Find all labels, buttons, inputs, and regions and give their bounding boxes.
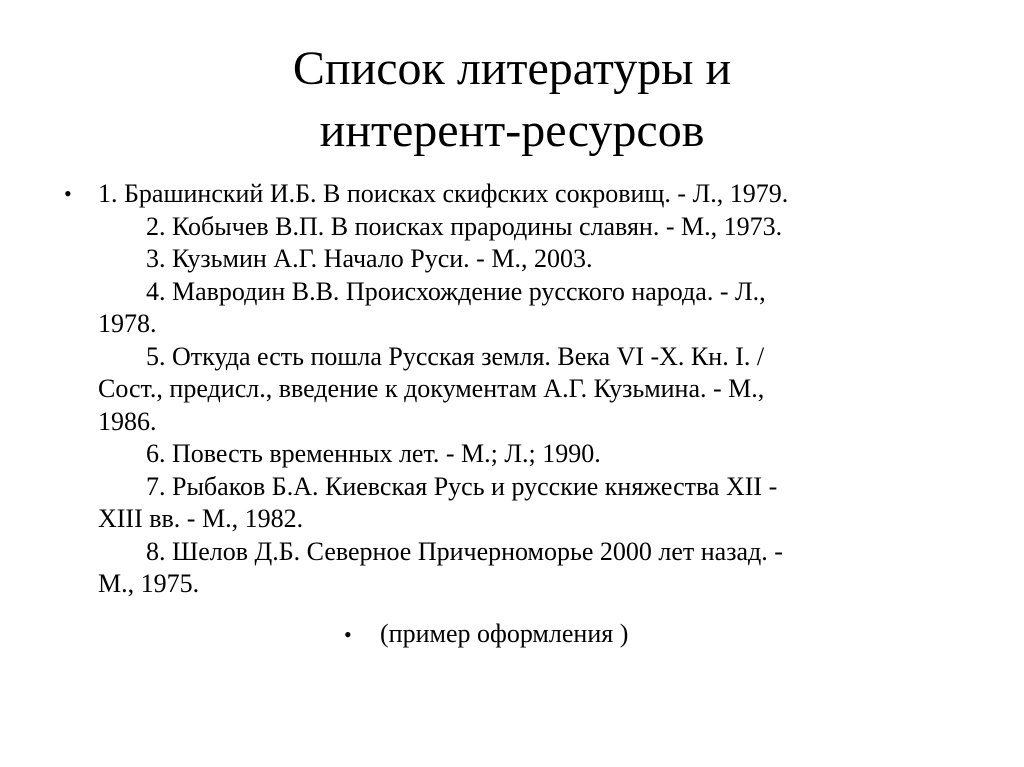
title-line-2: интерент-ресурсов — [319, 104, 705, 157]
title-line-1: Список литературы и — [292, 42, 732, 95]
reference-line-13: М., 1975. — [98, 569, 200, 598]
format-note — [344, 618, 628, 652]
reference-line-3: 3. Кузьмин А.Г. Начало Руси. - М., 2003. — [146, 244, 593, 273]
reference-line-5: 1978. — [98, 309, 157, 338]
reference-line-8: 1986. — [98, 406, 157, 436]
reference-bullet — [60, 178, 940, 601]
bullet-icon: • — [64, 181, 72, 206]
slide-title — [0, 38, 1024, 162]
reference-line-9: 6. Повесть временных лет. - М.; Л.; 1990. — [146, 439, 601, 468]
reference-line-10: 7. Рыбаков Б.А. Киевская Русь и русские княжества XII - — [146, 471, 778, 501]
reference-line-1: 1. Брашинский И.Б. В поисках скифских сокровищ. - Л., 1979. — [98, 179, 789, 208]
reference-list — [60, 178, 940, 601]
reference-line-2: 2. Кобычев В.П. В поисках прародины славян. - М., 1973. — [146, 211, 783, 241]
reference-line-6: 5. Откуда есть пошла Русская земля. Века VI -X. Кн. I. / — [146, 341, 765, 371]
reference-line-4: 4. Мавродин В.В. Происхождение русского народа. - Л., — [146, 276, 766, 306]
reference-line-12: 8. Шелов Д.Б. Северное Причерноморье 2000 лет назад. - — [146, 536, 783, 566]
reference-line-7: Сост., предисл., введение к документам А.Г. Кузьмина. - М., — [98, 374, 765, 403]
format-note-text: (пример оформления ) — [380, 619, 629, 648]
reference-line-11: XIII вв. - М., 1982. — [98, 504, 304, 533]
bullet-icon: • — [344, 622, 352, 647]
